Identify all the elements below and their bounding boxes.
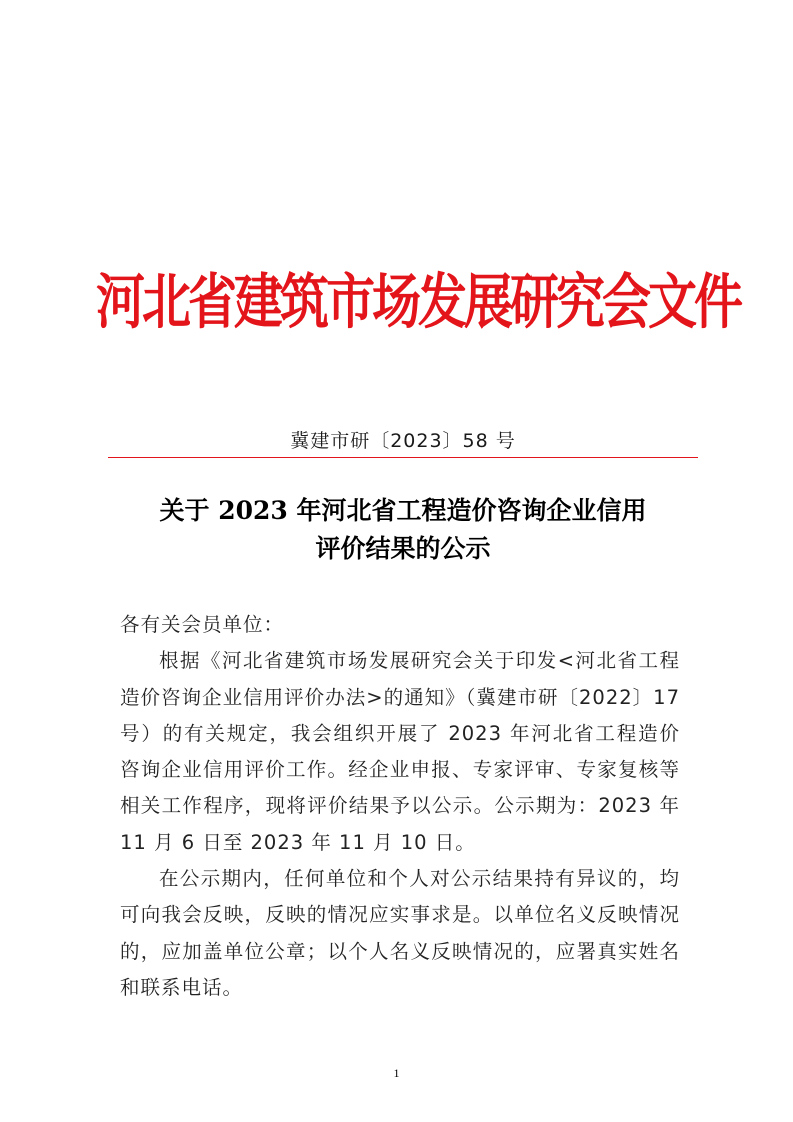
notice-body bbox=[120, 607, 680, 1006]
organization-file-header: 河北省建筑市场发展研究会文件 bbox=[96, 266, 741, 338]
notice-title bbox=[108, 492, 698, 568]
red-separator-line bbox=[108, 457, 698, 458]
notice-title-line-1: 关于 2023 年河北省工程造价咨询企业信用 bbox=[159, 496, 647, 525]
document-number: 冀建市研〔2023〕58 号 bbox=[290, 430, 516, 452]
salutation: 各有关会员单位： bbox=[120, 613, 285, 636]
body-paragraph-1: 根据《河北省建筑市场发展研究会关于印发<河北省工程造价咨询企业信用评价办法>的通知》（冀建市研〔2022〕17 号）的有关规定，我会组织开展了 2023 年河北省工程造价咨询企业信用评价工作。经企业申报、专家评审、专家复核等相关工作程序，现将评价结果予以公示。公示期为：2023 年 11 月 6 日至 2023 年 11 月 10 日。 bbox=[120, 649, 680, 854]
body-paragraph-2: 在公示期内，任何单位和个人对公示结果持有异议的，均可向我会反映，反映的情况应实事求是。以单位名义反映情况的，应加盖单位公章；以个人名义反映情况的，应署真实姓名和联系电话。 bbox=[120, 867, 680, 999]
notice-title-line-2: 评价结果的公示 bbox=[315, 534, 491, 563]
page-number: 1 bbox=[393, 1066, 400, 1080]
